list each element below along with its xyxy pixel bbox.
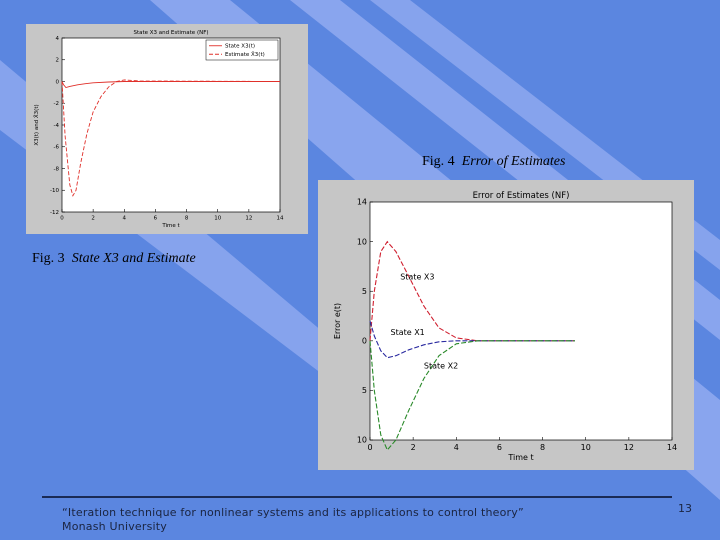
y-tick-label: 10 [356, 237, 367, 247]
y-tick-label: -4 [53, 122, 59, 129]
page-number: 13 [678, 502, 692, 515]
x-tick-label: 4 [453, 443, 459, 452]
x-tick-label: 4 [122, 215, 127, 222]
y-tick-label: 10 [356, 435, 367, 445]
x-tick-label: 10 [214, 215, 222, 222]
chart-title: Error of Estimates (NF) [472, 191, 570, 201]
chart-title: State X3 and Estimate (NF) [133, 30, 209, 36]
series-annotation: State X2 [423, 361, 459, 371]
x-tick-label: 2 [91, 215, 95, 222]
figure-3-chart [26, 24, 308, 234]
y-tick-label: -6 [53, 144, 59, 151]
figure-4-label: Fig. 4 [422, 154, 455, 169]
figure-4-caption [422, 154, 565, 170]
x-tick-label: 10 [580, 443, 591, 452]
figure-4-chart [318, 180, 694, 470]
plot-area [370, 202, 672, 440]
y-tick-label: 0 [55, 79, 59, 86]
x-tick-label: 2 [410, 443, 416, 452]
footer [62, 506, 524, 534]
x-tick-label: 0 [367, 443, 373, 452]
footer-citation: “Iteration technique for nonlinear systems and its applications to control theory” [62, 506, 524, 519]
y-tick-label: -2 [53, 101, 59, 108]
y-tick-label: 5 [361, 286, 367, 296]
x-tick-label: 8 [184, 215, 189, 222]
series-annotation: State X1 [390, 327, 425, 337]
figure-3-panel [26, 24, 308, 234]
x-axis-label: Time t [508, 453, 534, 462]
y-tick-label: 14 [356, 197, 367, 207]
legend-entry: Estimate X̂3(t) [225, 52, 265, 59]
y-tick-label: 4 [55, 35, 59, 42]
x-tick-label: 6 [496, 443, 502, 452]
plot-area [62, 38, 280, 212]
figure-3-title: State X3 and Estimate [71, 251, 196, 266]
y-tick-label: 2 [55, 57, 59, 64]
figure-4-panel [318, 180, 694, 470]
y-tick-label: -12 [50, 209, 59, 216]
figure-3-caption [32, 251, 196, 267]
x-tick-label: 8 [540, 443, 546, 452]
figure-3-label: Fig. 3 [32, 251, 65, 266]
footer-institution: Monash University [62, 520, 168, 533]
y-axis-label: X3(t) and X̂3(t) [34, 104, 40, 146]
x-tick-label: 6 [153, 215, 158, 222]
x-tick-label: 0 [60, 215, 64, 222]
x-tick-label: 12 [245, 215, 253, 222]
y-axis-label: Error e(t) [333, 302, 342, 340]
y-tick-label: -10 [50, 188, 59, 195]
y-tick-label: 0 [361, 336, 367, 346]
y-tick-label: -8 [53, 166, 59, 173]
x-tick-label: 14 [666, 443, 678, 452]
series-annotation: State X3 [400, 272, 435, 282]
x-axis-label: Time t [162, 223, 180, 229]
x-tick-label: 14 [276, 215, 284, 222]
footer-divider [42, 496, 672, 498]
legend-entry: State X3(t) [225, 43, 256, 50]
x-tick-label: 12 [623, 443, 634, 452]
y-tick-label: 5 [361, 386, 367, 396]
figure-4-title: Error of Estimates [461, 154, 566, 169]
